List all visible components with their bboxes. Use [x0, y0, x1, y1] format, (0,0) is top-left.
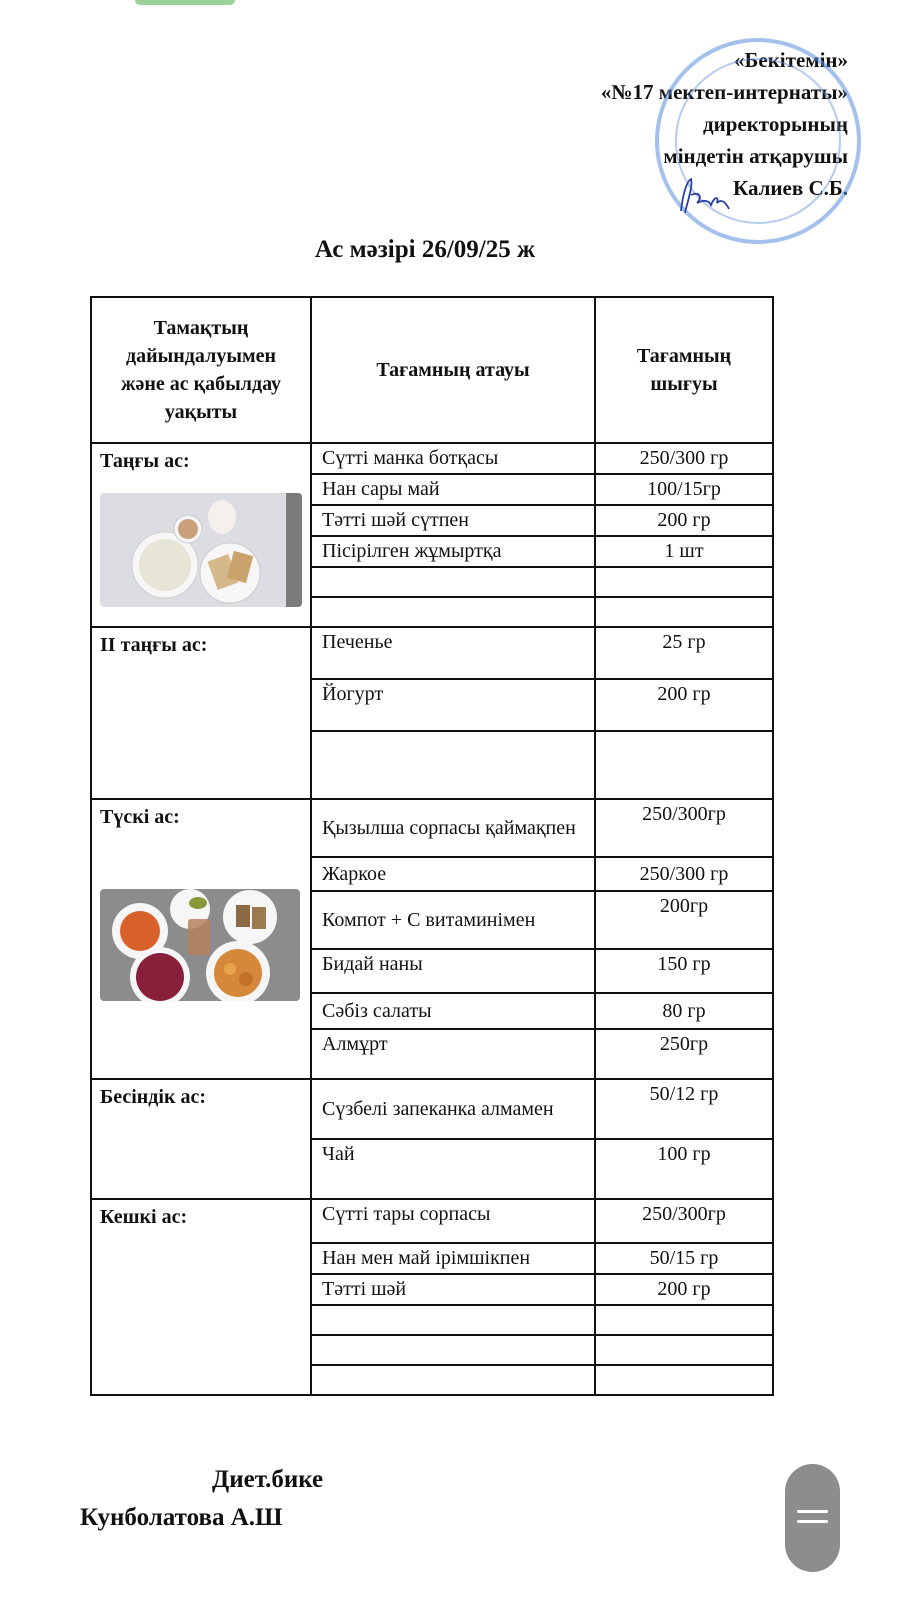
dish-name: Йогурт [311, 679, 595, 731]
meal-cell-lunch [91, 799, 311, 1079]
meal-cell-breakfast [91, 443, 311, 627]
footer-role: Диет.бике [212, 1466, 324, 1493]
dish-amount: 200гр [595, 891, 773, 949]
dish-amount: 250/300гр [595, 1199, 773, 1243]
approval-line: міндетін атқарушы [663, 144, 848, 168]
dish-name: Бидай наны [311, 949, 595, 993]
meal-label: Түскі ас: [100, 806, 180, 828]
dish-amount: 25 гр [595, 627, 773, 679]
dish-amount: 200 гр [595, 679, 773, 731]
dish-name: Сүтті манка ботқасы [311, 443, 595, 474]
dish-name: Компот + С витаминімен [311, 891, 595, 949]
empty-cell [311, 567, 595, 597]
dish-name: Қызылша сорпасы қаймақпен [311, 799, 595, 857]
meal-label: Бесіндік ас: [100, 1086, 207, 1108]
header-portion: Тағамның шығуы [595, 297, 773, 443]
empty-cell [595, 1365, 773, 1395]
dish-name: Нан сары май [311, 474, 595, 505]
empty-cell [311, 731, 595, 799]
approval-line: директорының [702, 112, 848, 136]
dish-amount: 200 гр [595, 1274, 773, 1305]
approval-line: «Бекітемін» [733, 48, 848, 72]
meal-label: II таңғы ас: [100, 634, 208, 656]
top-edge-bar [135, 0, 235, 5]
empty-cell [595, 567, 773, 597]
approval-signer: Калиев С.Б. [733, 176, 848, 200]
dish-name: Тәтті шәй [311, 1274, 595, 1305]
meal-label: Таңғы ас: [100, 450, 190, 472]
empty-cell [595, 1335, 773, 1365]
meal-cell-dinner [91, 1199, 311, 1395]
dish-amount: 100 гр [595, 1139, 773, 1199]
dish-name: Тәтті шәй сүтпен [311, 505, 595, 536]
header-meal-time: Тамақтың дайындалуымен және ас қабылдау уақыты [91, 297, 311, 443]
dish-name: Алмұрт [311, 1029, 595, 1079]
empty-cell [595, 597, 773, 627]
dish-name: Сәбіз салаты [311, 993, 595, 1029]
dish-name: Сүзбелі запеканка алмамен [311, 1079, 595, 1139]
director-signature [673, 173, 733, 218]
empty-cell [311, 1365, 595, 1395]
dish-amount: 250/300гр [595, 799, 773, 857]
empty-cell [311, 1335, 595, 1365]
dish-name: Пісірілген жұмыртқа [311, 536, 595, 567]
dish-amount: 50/15 гр [595, 1243, 773, 1274]
dish-amount: 200 гр [595, 505, 773, 536]
scroll-handle[interactable] [785, 1464, 840, 1572]
footer-name: Кунболатова А.Ш [80, 1504, 283, 1531]
dish-name: Печенье [311, 627, 595, 679]
menu-table [90, 296, 774, 1396]
dish-amount: 50/12 гр [595, 1079, 773, 1139]
dish-amount: 150 гр [595, 949, 773, 993]
meal-cell-second-breakfast [91, 627, 311, 799]
page-title: Ас мәзірі 26/09/25 ж [314, 236, 536, 263]
meal-label: Кешкі ас: [100, 1206, 188, 1228]
dish-name: Нан мен май ірімшікпен [311, 1243, 595, 1274]
dish-amount: 250/300 гр [595, 857, 773, 891]
dish-name: Сүтті тары сорпасы [311, 1199, 595, 1243]
dish-amount: 250гр [595, 1029, 773, 1079]
lunch-photo [100, 889, 300, 1001]
empty-cell [311, 597, 595, 627]
breakfast-photo [100, 493, 302, 607]
empty-cell [595, 731, 773, 799]
empty-cell [595, 1305, 773, 1335]
dish-amount: 100/15гр [595, 474, 773, 505]
dish-amount: 250/300 гр [595, 443, 773, 474]
approval-line: «№17 мектеп-интернаты» [600, 80, 848, 104]
dish-name: Жаркое [311, 857, 595, 891]
header-dish-name: Тағамның атауы [311, 297, 595, 443]
empty-cell [311, 1305, 595, 1335]
approval-block [488, 44, 848, 204]
dish-amount: 1 шт [595, 536, 773, 567]
dish-name: Чай [311, 1139, 595, 1199]
grip-line-icon [797, 1520, 828, 1523]
dish-amount: 80 гр [595, 993, 773, 1029]
grip-line-icon [797, 1510, 828, 1513]
meal-cell-afternoon-snack [91, 1079, 311, 1199]
